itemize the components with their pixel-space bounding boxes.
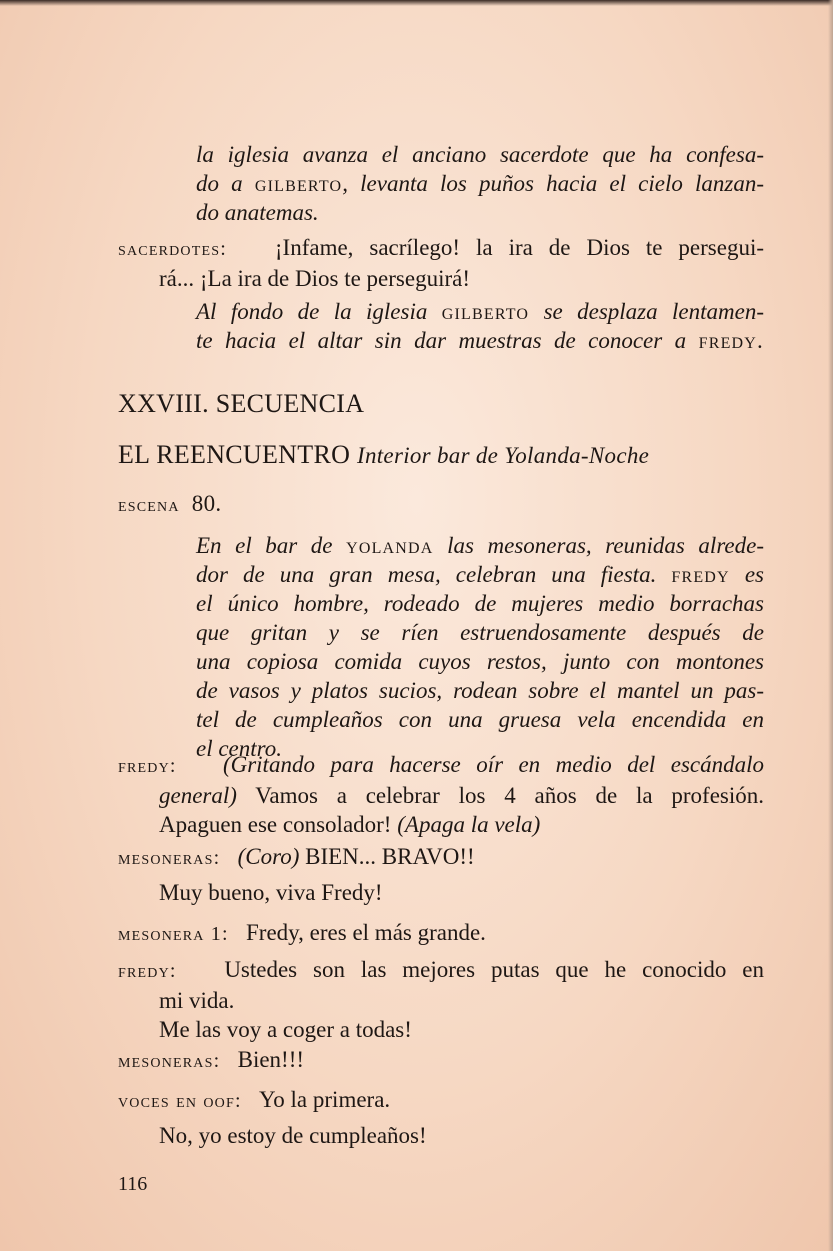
text-line: la iglesia avanza el anciano sacerdote que ha confesa-	[196, 142, 764, 167]
sequence-heading: XXVIII. SECUENCIA	[118, 389, 365, 418]
speech-mesoneras-1-line-2	[118, 878, 764, 907]
text-line: una copiosa comida cuyos restos, junto con montones	[196, 649, 764, 674]
text-line: Muy bueno, viva Fredy!	[159, 880, 383, 905]
speaker-label: mesonera 1:	[118, 923, 229, 945]
text-line: sacerdotes: ¡Infame, sacrílego! la ira de Dios te persegui-	[118, 235, 765, 260]
text-line: do a gilberto, levanta los puños hacia el cielo lanzan-	[196, 171, 764, 196]
text-line: general) Vamos a celebrar los 4 años de la profesión.	[159, 783, 764, 808]
speech-sacerdotes	[118, 233, 764, 293]
text-line: el centro.	[196, 736, 283, 761]
scene-subheading: EL REENCUENTRO Interior bar de Yolanda-Noche	[118, 440, 650, 469]
character-name: fredy	[671, 562, 730, 587]
stage-direction-1	[196, 140, 764, 227]
text-line: Al fondo de la iglesia gilberto se desplaza lentamen-	[196, 299, 764, 324]
text-line: de vasos y platos sucios, rodean sobre el mantel un pas-	[196, 678, 764, 703]
text-line: do anatemas.	[196, 200, 319, 225]
stage-direction-2	[196, 297, 764, 355]
text-line: voces en oof: Yo la primera.	[118, 1087, 391, 1112]
text-line: No, yo estoy de cumpleaños!	[159, 1123, 427, 1148]
text-line: fredy: (Gritando para hacerse oír en medio del escándalo	[118, 752, 765, 777]
scene-location: Interior bar de Yolanda-Noche	[356, 443, 650, 468]
speaker-label: mesoneras:	[118, 1050, 221, 1072]
character-name: gilberto	[441, 299, 530, 324]
speaker-label: fredy:	[118, 960, 177, 982]
speech-fredy-1	[118, 750, 764, 839]
page-top-edge	[0, 0, 833, 6]
text-line: te hacia el altar sin dar muestras de conocer a fredy.	[196, 328, 764, 353]
text-line: mesoneras: (Coro) BIEN... BRAVO!!	[118, 844, 475, 869]
text-line: mesoneras: Bien!!!	[118, 1047, 305, 1072]
speech-mesoneras-2	[118, 1045, 764, 1076]
speaker-label: voces en oof:	[118, 1090, 242, 1112]
page-right-edge	[828, 0, 833, 1251]
speech-voces-en-oof-line-2	[118, 1121, 764, 1150]
text-line: Apaguen ese consolador! (Apaga la vela)	[159, 812, 541, 837]
speech-voces-en-oof	[118, 1085, 764, 1116]
character-name: yolanda	[346, 533, 434, 558]
character-name: fredy.	[698, 328, 764, 353]
character-name: gilberto	[254, 171, 343, 196]
text-line: fredy: Ustedes son las mejores putas que he conocido en	[118, 957, 764, 982]
speaker-label: mesoneras:	[118, 847, 221, 869]
speech-fredy-2	[118, 955, 764, 1044]
text-line: tel de cumpleaños con una gruesa vela encendida en	[196, 707, 764, 732]
page-number: 116	[118, 1173, 148, 1195]
text-line: mesonera 1: Fredy, eres el más grande.	[118, 920, 486, 945]
scene-number: escena 80.	[118, 491, 222, 516]
text-line: el único hombre, rodeado de mujeres medio borrachas	[196, 591, 764, 616]
text-line: En el bar de yolanda las mesoneras, reunidas alrede-	[196, 533, 764, 558]
text-line: mi vida.	[159, 988, 235, 1013]
text-line: rá... ¡La ira de Dios te perseguirá!	[159, 266, 470, 291]
text-line: que gritan y se ríen estruendosamente después de	[196, 620, 764, 645]
speaker-label: fredy:	[118, 755, 177, 777]
speaker-label: sacerdotes:	[118, 238, 227, 260]
stage-direction-3	[196, 531, 764, 763]
text-line: dor de una gran mesa, celebran una fiesta. fredy es	[196, 562, 764, 587]
speech-mesonera-1	[118, 918, 764, 949]
text-line: Me las voy a coger a todas!	[159, 1017, 412, 1042]
speech-mesoneras-1	[118, 842, 764, 873]
